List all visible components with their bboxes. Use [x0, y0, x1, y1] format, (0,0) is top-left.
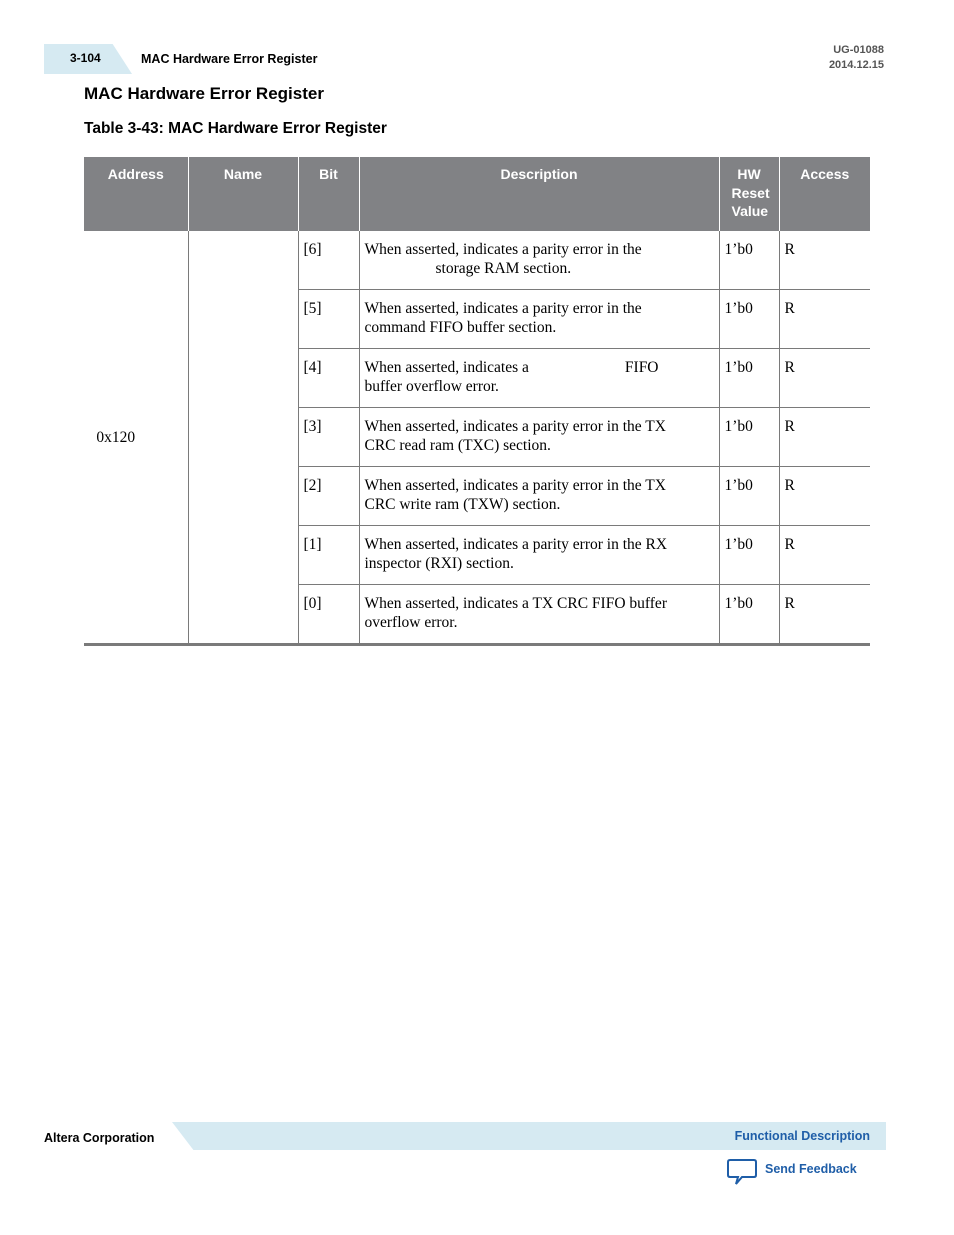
column-header-reset-value: HW Reset Value [719, 157, 779, 231]
description-line: inspector (RXI) section. [364, 555, 514, 572]
footer-section-link[interactable]: Functional Description [734, 1129, 870, 1143]
description-cell [359, 467, 719, 526]
description-line: command FIFO buffer section. [364, 319, 557, 336]
register-table [84, 157, 870, 646]
address-cell: 0x120 [84, 231, 188, 645]
page-number: 3-104 [70, 51, 101, 65]
reset-value-cell: 1’b0 [719, 349, 779, 408]
reset-value-cell: 1’b0 [719, 231, 779, 290]
name-cell [188, 231, 298, 645]
send-feedback-link[interactable]: Send Feedback [765, 1162, 857, 1176]
document-id [829, 43, 884, 73]
document-date: 2014.12.15 [828, 59, 884, 71]
reset-value-cell: 1’b0 [719, 467, 779, 526]
access-cell: R [779, 526, 870, 585]
description-line: When asserted, indicates a parity error in the TX [364, 477, 666, 494]
access-cell: R [779, 408, 870, 467]
footer-company: Altera Corporation [44, 1131, 155, 1145]
running-title: MAC Hardware Error Register [141, 52, 318, 66]
description-cell [359, 585, 719, 645]
description-line: storage RAM section. [435, 260, 572, 277]
description-line: When asserted, indicates a parity error in the [364, 241, 642, 258]
access-cell: R [779, 585, 870, 645]
column-header-description: Description [359, 157, 719, 231]
description-line: When asserted, indicates a parity error in the RX [364, 536, 668, 553]
bit-cell: [3] [298, 408, 359, 467]
description-cell [359, 231, 719, 290]
description-cell [359, 290, 719, 349]
description-text: When asserted, indicates a [364, 359, 529, 376]
description-line: When asserted, indicates a TX CRC FIFO buffer [364, 595, 667, 612]
column-header-address: Address [84, 157, 188, 231]
table-caption: Table 3-43: MAC Hardware Error Register [84, 120, 387, 137]
bit-cell: [5] [298, 290, 359, 349]
description-line: overflow error. [364, 614, 458, 631]
description-line: CRC read ram (TXC) section. [364, 437, 551, 454]
access-cell: R [779, 467, 870, 526]
bit-cell: [2] [298, 467, 359, 526]
access-cell: R [779, 290, 870, 349]
description-line: CRC write ram (TXW) section. [364, 496, 561, 513]
bit-cell: [0] [298, 585, 359, 645]
bit-cell: [4] [298, 349, 359, 408]
access-cell: R [779, 349, 870, 408]
column-header-name: Name [188, 157, 298, 231]
bit-cell: [6] [298, 231, 359, 290]
reset-value-cell: 1’b0 [719, 290, 779, 349]
description-line: buffer overflow error. [364, 378, 499, 395]
document-number: UG-01088 [833, 44, 884, 56]
description-line [365, 358, 714, 377]
column-header-bit: Bit [298, 157, 359, 231]
description-text: FIFO [624, 359, 659, 376]
section-heading: MAC Hardware Error Register [84, 84, 324, 103]
table-header-row [84, 157, 870, 231]
description-cell [359, 526, 719, 585]
bit-cell: [1] [298, 526, 359, 585]
reset-value-cell: 1’b0 [719, 585, 779, 645]
description-cell [359, 408, 719, 467]
reset-value-cell: 1’b0 [719, 526, 779, 585]
column-header-access: Access [779, 157, 870, 231]
description-line: When asserted, indicates a parity error in the [364, 300, 642, 317]
table-row [84, 231, 870, 290]
speech-bubble-icon[interactable] [727, 1158, 757, 1186]
reset-value-cell: 1’b0 [719, 408, 779, 467]
description-line: When asserted, indicates a parity error in the TX [364, 418, 666, 435]
access-cell: R [779, 231, 870, 290]
description-cell [359, 349, 719, 408]
